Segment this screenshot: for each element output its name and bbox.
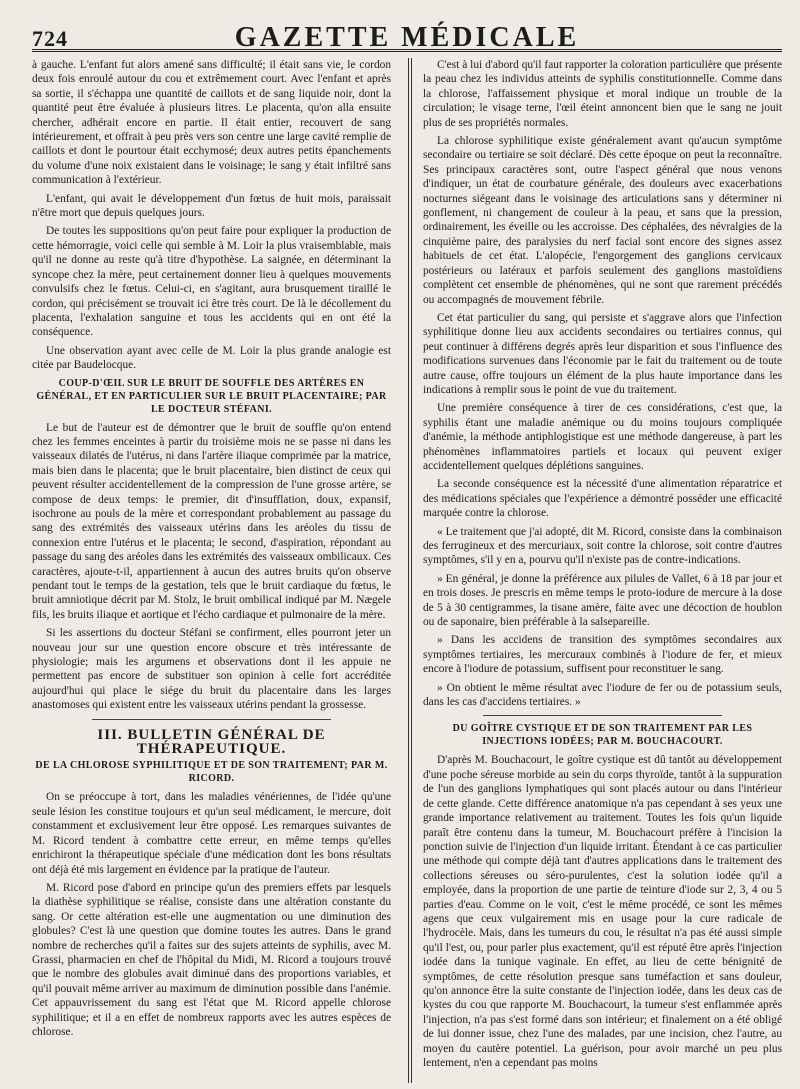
paragraph: Une observation ayant avec celle de M. Loir la plus grande analogie est citée par Baudelocque. <box>32 344 392 372</box>
paragraph: De toutes les suppositions qu'on peut faire pour expliquer la production de cette hémorragie, voici celle qui semble à M. Loir la plus vraisemblable, mais qu'il ne donne au reste qu'à titre d'hypothèse. La saignée, en déterminant la syncope chez la mère, peut certainement donner lieu à quelques mouvements convulsifs chez le fœtus. Celui-ci, en s'agitant, aura brusquement tiraillé le cordon, qui précisément se trouvait ici être très court. De là le décollement du placenta, l'exhalation sanguine et tous les accidents qui en ont été la conséquence. <box>32 225 392 339</box>
paragraph: Le but de l'auteur est de démontrer que le bruit de souffle qu'on entend chez les femmes enceintes à partir du troisième mois ne se passe ni dans les vaisseaux dilatés de l'utérus, ni dans l'artère iliaque comprimée par la matrice, mais bien dans le placenta; que le bruit placentaire, bien distinct de ceux qui peuvent résulter accidentellement de la compression de l'une grosse artère, se compose de deux temps: le premier, dit d'insufflation, doux, expansif, isochrone au pouls de la mère et correspondant probablement au passage du sang des extrémités des vaisseaux utérins dans les aréoles du tissu de connexion entre l'utérus et le placenta; le second, d'aspiration, répondant au passage du sang des aréoles dans les extrémités des vaisseaux ombilicaux. Ces caractères, ajoute-t-il, appartiennent à aucun des autres bruits qu'on observe pendant tout le temps de la gestation, tels que le bruit cardiaque du fœtus, le bruit amniotique décrit par M. Stolz, le bruit ombilical indiqué par M. Nægele fils, les bruits iliaque et aortique et l'écho cardiaque et pulmonaire de la mère. <box>32 421 392 621</box>
journal-title: GAZETTE MÉDICALE <box>234 22 580 53</box>
left-column <box>32 58 401 1083</box>
paragraph: C'est à lui d'abord qu'il faut rapporter la coloration particulière que présente la peau chez les individus atteints de syphilis constitutionnelle. Comme dans la chlorose, l'affaissement physique et moral indique un trouble de la circulation; le visage terne, l'œil éteint annoncent bien que le sang ne jouit plus de ses propriétés normales. <box>422 59 782 129</box>
column-rule <box>408 58 412 1083</box>
paragraph: « Le traitement que j'ai adopté, dit M. Ricord, consiste dans la combinaison des ferrugineux et des mercuriaux, soit contre la chlorose, soit contre d'autres symptômes, s'il y en a, pourvu qu'il n'existe pas de contre-indications. <box>422 525 782 567</box>
article-heading: COUP-D'ŒIL SUR LE BRUIT DE SOUFFLE DES ARTÈRES EN GÉNÉRAL, ET EN PARTICULIER SUR LE BRUIT PLACENTAIRE; PAR LE DOCTEUR STÉFANI. <box>36 377 387 415</box>
right-column <box>419 58 782 1083</box>
paragraph: » On obtient le même résultat avec l'iodure de fer ou de potassium seuls, dans les cas d'accidens tertiaires. » <box>422 681 782 709</box>
paragraph: Une première conséquence à tirer de ces considérations, c'est que, la syphilis étant une maladie anémique ou du moins toujours compliquée d'anémie, la méthode antiphlogistique est une méthode dangereuse, à part les phénomènes inflammatoires partiels et locaux qui peuvent exiger accidentellement quelques déplétions sanguines. <box>422 402 782 472</box>
paragraph: D'après M. Bouchacourt, le goître cystique est dû tantôt au développement d'une poche séreuse morbide au sein du corps thyroïde, tantôt à la suppuration de l'un des ganglions lymphatiques qui sont placés autour ou dans l'intérieur de cette glande. Cette différence anatomique n'a pas cependant à ses yeux une grande importance relativement au traitement. Toutes les fois qu'un liquide paraît être contenu dans la tumeur, M. Bouchacourt préfère à l'incision la ponction suivie de l'injection d'un liquide irritant. Étendant à ce cas particulier une méthode qui compte déjà tant d'autres applications dans le traitement des collections séreuses ou séro-purulentes, c'est la solution iodée qu'il a employée, dans la proportion de une partie de teinture d'iode sur 2, 3, 4 ou 5 parties d'eau. Comme on le voit, c'est le même procédé, ce sont les mêmes agens que ceux vulgairement mis en usage pour la cure radicale de l'hydrocèle. Mais, dans les tumeurs du cou, le résultat n'a pas été aussi simple qu'il l'est, ou, pour parler plus exactement, qu'il est réputé être après l'injection iodée dans la tunique vaginale. En effet, au lieu de cette bénignité de symptômes, de cette résolution presque sans tuméfaction et sans douleur, qu'on annonce être la suite constante de l'injection iodée, dans les deux cas de kystes du cou que rapporte M. Bouchacourt, la tumeur s'est enflammée après l'injection, n'a pas s'est formé dans son intérieur; et finalement on a été obligé de lui donner issue, chez l'une des malades, par une incision, chez l'autre, au moyen du cautère potentiel. La guérison, pour avoir marché un peu plus lentement, n'en a cependant pas moins <box>422 754 782 1069</box>
page-header <box>32 22 782 52</box>
paragraph: » En général, je donne la préférence aux pilules de Vallet, 6 à 18 par jour et en trois doses. Je prescris en même temps le proto-iodure de mercure à la dose de 5 à 30 centigrammes, la tisane amère, faite avec une décoction de houblon ou de saponaire, bien préférable à la salsepareille. <box>422 572 782 629</box>
paragraph: L'enfant, qui avait le développement d'un fœtus de huit mois, paraissait n'être mort que depuis quelques jours. <box>32 192 392 220</box>
paragraph: Cet état particulier du sang, qui persiste et s'aggrave alors que l'infection syphilitique donne lieu aux accidents secondaires ou tertiaires connus, qui peut continuer à différens degrés après leur disparition et sous l'influence des modifications survenues dans l'économie par le fait du traitement ou de toute autre cause, offre toujours un élément de la plus haute importance dans les indications à remplir sous le point de vue du traitement. <box>422 311 782 396</box>
paragraph: On se préoccupe à tort, dans les maladies vénériennes, de l'idée qu'une seule lésion les constitue toujours et qu'un seul médicament, le mercure, doit constamment et exclusivement leur être opposé. Les remarques suivantes de M. Ricord tendent à combattre cette erreur, en même temps qu'elles enrichiront la thérapeutique spéciale d'une médication dont les bons résultats ont déjà été mis largement en évidence par la pratique de l'auteur. <box>32 791 392 876</box>
paragraph: La seconde conséquence est la nécessité d'une alimentation réparatrice et des médications spéciales que l'expérience a démontré posséder une efficacité marquée contre la chlorose. <box>422 478 782 520</box>
paragraph: à gauche. L'enfant fut alors amené sans difficulté; il était sans vie, le cordon deux fois enroulé autour du cou et extrêmement court. Avec l'enfant et après sa sortie, il s'échappa une quantité de caillots et de sang liquide noir, dont la quantité peut être évaluée à plusieurs litres. Le placenta, qu'on alla ensuite chercher, adhérait encore en partie. Il était entier, recouvert de sang intérieurement, et offrait à peu près vers son centre une large cavité remplie de caillots et dont le pourtour était ecchymosé; deux autres petits épanchements du volume d'une noix existaient dans le voisinage; le sang y était infiltré sans communication à l'extérieur. <box>32 59 392 187</box>
section-divider <box>92 719 331 720</box>
page-number: 724 <box>32 26 68 51</box>
section-title: III. BULLETIN GÉNÉRAL DE THÉRAPEUTIQUE. <box>97 726 326 758</box>
article-heading: DU GOÎTRE CYSTIQUE ET DE SON TRAITEMENT PAR LES INJECTIONS IODÉES; PAR M. BOUCHACOURT. <box>452 723 753 748</box>
paragraph: M. Ricord pose d'abord en principe qu'un des premiers effets par lesquels la diathèse syphilitique se réalise, consiste dans une altération constante du sang. Or cette altération est-elle une augmentation ou une diminution des globules? C'est là une question que domine toutes les autres. Dans le grand nombre de recherches qu'il a faites sur des sujets atteints de syphilis, avec M. Grassi, pharmacien en chef de l'hôpital du Midi, M. Ricord a toujours trouvé que le nombre des globules avait diminué dans des proportions variables, et qu'il pouvait même arriver au maximum de diminution possible dans l'anémie. Cet appauvrissement du sang est l'état que M. Ricord appelle chlorose syphilitique; et il a en effet de nombreux rapports avec les autres espèces de chlorose. <box>32 881 392 1038</box>
paragraph: La chlorose syphilitique existe généralement avant qu'aucun symptôme secondaire ou tertiaire se soit déclaré. Dès cette époque on peut la reconnaître. Ses principaux caractères sont, outre l'aspect général que nous venons d'indiquer, un état de courbature générale, des douleurs avec exacerbations nocturnes siégeant dans le voisinage des articulations sans y déterminer ni gonflement, ni changement de couleur à la peau, et sans que la pression, ordinairement, les éveille ou les accroisse. Des céphalées, des névralgies de la cinquième paire, des paralysies du nerf facial sont encore des signes assez habituels de cet état. L'alopécie, l'engorgement des ganglions cervicaux postérieurs ou latéraux et parfois seulement des ganglions mastoïdiens complètent cet ensemble de phénomènes, qui ne sont que rarement précédés ou accompagnés de mouvement fébrile. <box>422 135 782 306</box>
text-columns <box>32 58 782 1083</box>
paragraph: » Dans les accidens de transition des symptômes secondaires aux symptômes tertiaires, les mercuraux combinés à l'iodure de fer, et mieux encore à l'iodure de potassium, suffisent pour reconstituer le sang. <box>422 634 782 676</box>
section-divider <box>483 715 722 716</box>
article-heading: DE LA CHLOROSE SYPHILITIQUE ET DE SON TRAITEMENT; PAR M. RICORD. <box>35 760 388 785</box>
paragraph: Si les assertions du docteur Stéfani se confirment, elles pourront jeter un nouveau jour sur une question encore obscure et très intéressante de physiologie; mais les argumens et observations dont il les appuie ne permettent pas encore de substituer son opinion à celle fort accréditée aujourd'hui qui place le siége du bruit du placentaire dans les larges anastomoses qui existent entre les vaisseaux utérins pendant la grossesse. <box>32 627 392 712</box>
